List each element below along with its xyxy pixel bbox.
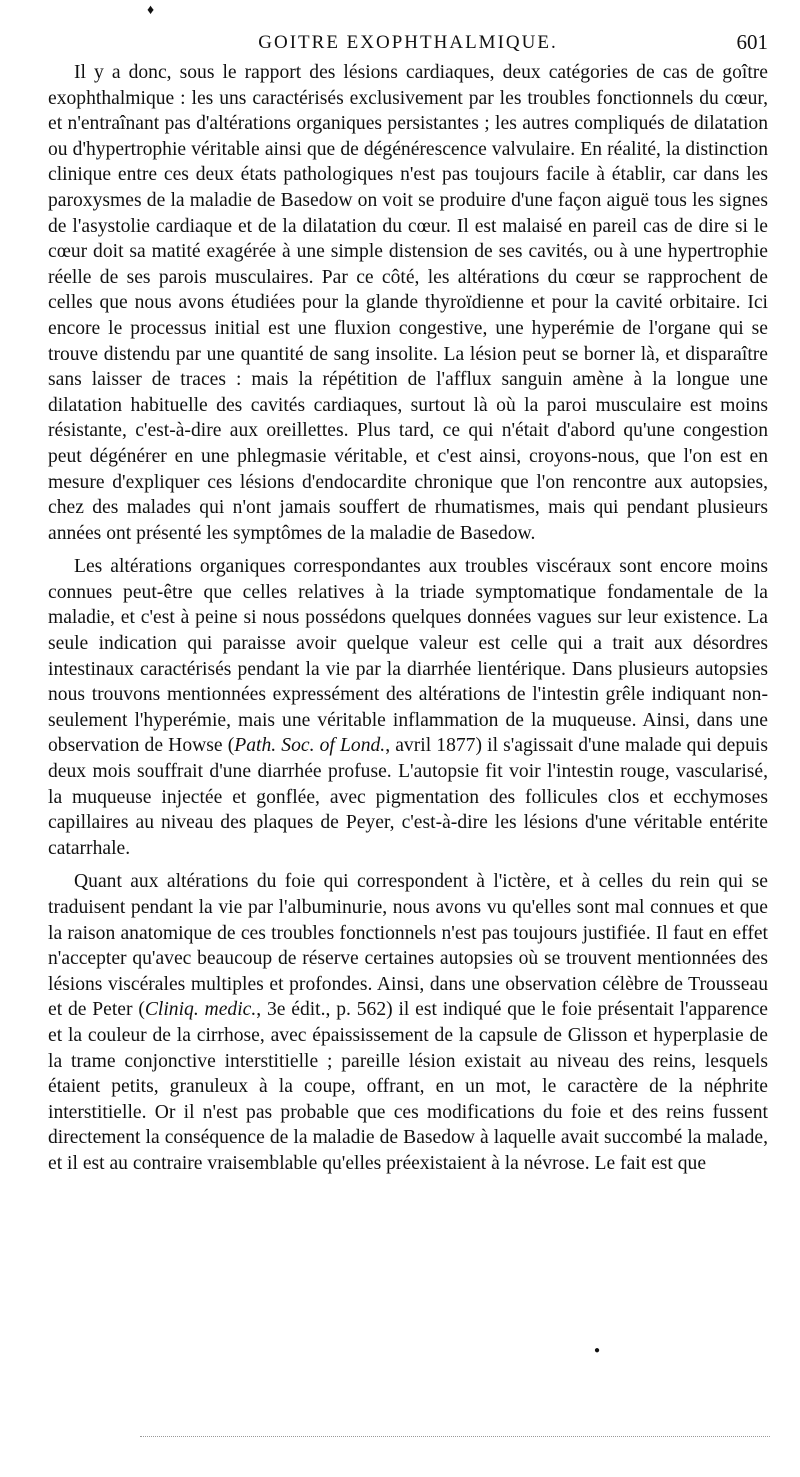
running-header bbox=[48, 28, 768, 60]
paragraph-cardiac-lesions: Il y a donc, sous le rapport des lésions cardiaques, deux catégories de cas de goître exophthalmique : les uns caractérisés exclusivement par les troubles fonctionnels du cœur, et n'entraînant pas d'altérations organiques persistantes ; les autres compliqués de dilatation ou d'hypertrophie véritable ainsi que de dégénérescence valvulaire. En réalité, la distinction clinique entre ces deux états pathologiques n'est pas toujours facile à établir, car dans les paroxysmes de la maladie de Basedow on voit se produire d'une façon aiguë tous les signes de l'asystolie cardiaque et de la dilatation du cœur. Il est malaisé en pareil cas de dire si le cœur doit sa matité exagérée à une simple distension de ses cavités, ou à une hypertrophie réelle de ses parois musculaires. Par ce côté, les altérations du cœur se rapprochent de celles que nous avons étudiées pour la glande thyroïdienne et pour la cavité orbitaire. Ici encore le processus initial est une fluxion congestive, une hyperémie de l'organe qui se trouve distendu par une quantité de sang insolite. La lésion peut se borner là, et disparaître sans laisser de traces : mais la répétition de l'afflux sanguin amène à la longue une dilatation habituelle des cavités cardiaques, surtout là où la paroi musculaire est moins résistante, c'est-à-dire aux oreillettes. Plus tard, ce qui n'était d'abord qu'une congestion peut dégénérer en une phlegmasie véritable, et c'est ainsi, croyons-nous, que l'on est en mesure d'expliquer ces lésions d'endocardite chronique que l'on rencontre aux autopsies, chez des malades qui n'ont jamais souffert de rhumatismes, mais qui pendant plusieurs années ont présenté les symptômes de la maladie de Basedow. bbox=[48, 62, 768, 544]
paragraph-liver-kidney bbox=[48, 869, 768, 1176]
paragraph-text: Quant aux altérations du foie qui correspondent à l'ictère, et à celles du rein qui se traduisent pendant la vie par l'albuminurie, nous avons vu qu'elles sont mal connues et que la raison anatomique de ces troubles fonctionnels n'est pas toujours justifiée. Il faut en effet n'accepter qu'avec beaucoup de réserve certaines autopsies où se trouvent mentionnées des lésions viscérales multiples et profondes. Ainsi, dans une observation célèbre de Trousseau et de Peter ( bbox=[48, 871, 768, 1021]
page-number: 601 bbox=[736, 30, 768, 54]
running-title: GOITRE EXOPHTHALMIQUE. bbox=[258, 32, 558, 53]
citation-italic: Path. Soc. of Lond. bbox=[234, 735, 386, 757]
paragraph-visceral-alterations bbox=[48, 554, 768, 861]
citation-italic: Cliniq. medic. bbox=[144, 999, 257, 1021]
bottom-scan-noise bbox=[140, 1436, 770, 1438]
body-text bbox=[48, 60, 768, 1177]
paragraph-text: , 3e édit., p. 562) il est indiqué que le foie présentait l'apparence et la couleur de la cirrhose, avec épaississement de la capsule de Glisson et hyperplasie de la trame conjonctive interstitielle ; pareille lésion existait au niveau des reins, lesquels étaient petits, granuleux à la coupe, offrant, en un mot, le caractère de la néphrite interstitielle. Or il n'est pas probable que ces modifications du foie et des reins fussent directement la conséquence de la maladie de Basedow à laquelle avait succombé la malade, et il est au contraire vraisemblable qu'elles préexistaient à la névrose. Le fait est que bbox=[48, 999, 768, 1174]
ink-speck-mark: ● bbox=[594, 1345, 601, 1356]
ink-speck-mark: ♦ bbox=[147, 3, 155, 18]
paragraph-text: Les altérations organiques correspondantes aux troubles viscéraux sont encore moins connues peut-être que celles relatives à la triade symptomatique fondamentale de la maladie, et c'est à peine si nous possédons quelques données vagues sur leur existence. La seule indication qui paraisse avoir quelque valeur est celle qui a trait aux désordres intestinaux caractérisés pendant la vie par la diarrhée lientérique. Dans plusieurs autopsies nous trouvons mentionnées expressément des altérations de l'intestin grêle indiquant non-seulement l'hyperémie, mais une véritable inflammation de la muqueuse. Ainsi, dans une observation de Howse ( bbox=[48, 556, 768, 757]
paragraph-text: , avril 1877) il s'agissait d'une malade qui depuis deux mois souffrait d'une diarrhée profuse. L'autopsie fit voir l'intestin rouge, vascularisé, la muqueuse injectée et gonflée, avec pigmentation des follicules clos et ecchymoses capillaires au niveau des plaques de Peyer, c'est-à-dire les lésions d'une véritable entérite catarrhale. bbox=[48, 735, 768, 859]
book-page bbox=[48, 28, 768, 1185]
